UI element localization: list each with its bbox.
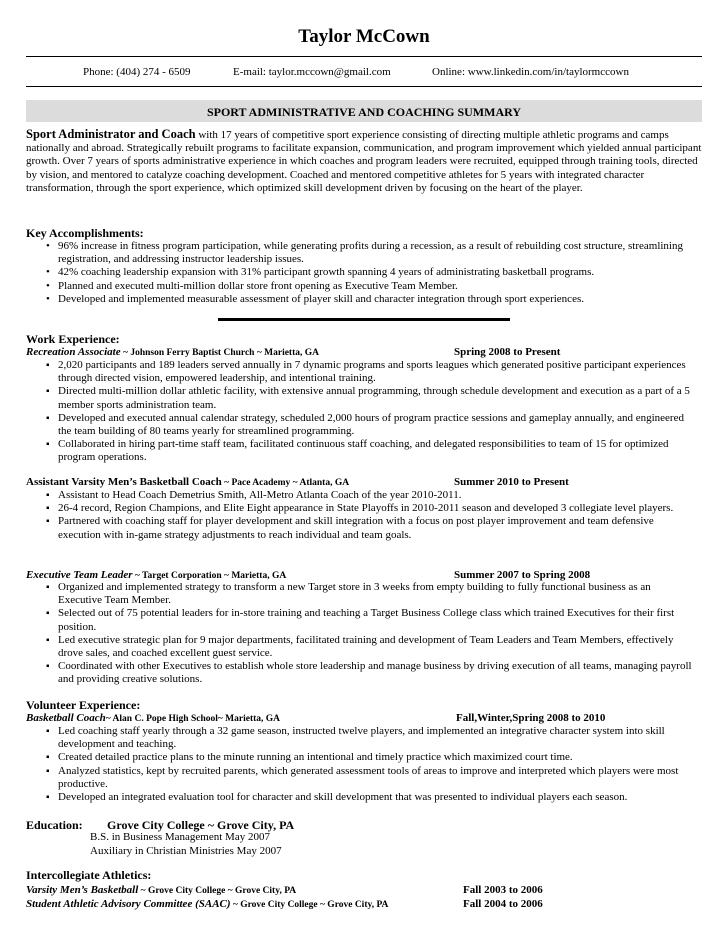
list-item: • 96% increase in fitness program participation, while generating profits during a recession, as a result of rebuilding cost structure, streamlining registration, and addressing instructor leadership issues. <box>46 240 696 266</box>
email[interactable]: E-mail: taylor.mccown@gmail.com <box>233 66 391 78</box>
list-item: ▪ Developed an integrated evaluation tool for character and skill development that was presented to individual players each season. <box>46 791 696 804</box>
athletics-item <box>26 884 296 896</box>
section-divider <box>218 318 510 321</box>
job-bullets <box>46 359 696 465</box>
education-school: Grove City College ~ Grove City, PA <box>107 818 295 832</box>
education-auxiliary: Auxiliary in Christian Ministries May 2007 <box>90 845 282 857</box>
accomplishments-heading: Key Accomplishments: <box>26 226 144 240</box>
summary-title: SPORT ADMINISTRATIVE AND COACHING SUMMARY <box>206 105 522 119</box>
list-item: ▪ Coordinated with other Executives to establish whole store leadership and manage business by driving execution of all teams, managing payroll and providing creative solutions. <box>46 660 696 686</box>
athletics-org: ~ Grove City College ~ Grove City, PA <box>230 900 389 910</box>
work-heading: Work Experience: <box>26 332 120 346</box>
list-item: ▪ Partnered with coaching staff for player development and skill integration with a focus on post player improvement and team defensive execution with in-game strategy adjustments to reach individual and team goals. <box>46 515 696 541</box>
list-item: ▪ Organized and implemented strategy to transform a new Target store in 3 weeks from empty building to fully functional business as an Executive Team Member. <box>46 581 696 607</box>
volunteer-title: Basketball Coach <box>26 712 106 724</box>
list-item: ▪ Created detailed practice plans to the minute running an intentional and timely practice which maximized court time. <box>46 751 696 764</box>
list-item: ▪ Led executive strategic plan for 9 major departments, facilitated training and development of Team Leaders and Team Members, effectively drove sales, and coached excellent guest service. <box>46 634 696 660</box>
list-item: • 42% coaching leadership expansion with 31% participant growth spanning 4 years of administrating basketball programs. <box>46 266 696 279</box>
job-dates: Summer 2010 to Present <box>454 476 569 488</box>
list-item: ▪ Developed and executed annual calendar strategy, scheduled 2,000 hours of program practice sessions and gameplay annually, and engineered the team building of 80 teams yearly for streamlined programming. <box>46 412 696 438</box>
job-org: ~ Johnson Ferry Baptist Church ~ Marietta, GA <box>120 348 320 358</box>
list-item: • Planned and executed multi-million dollar store front opening as Executive Team Member. <box>46 280 696 293</box>
summary-text: with 17 years of competitive sport experience consisting of directing multiple athletic programs and camps nationally and abroad. Strategically rebuilt programs to facilitate expansion, communication, and program improvement which yielded annual participant growth. Over 7 years of sports administrative experience in which coaches and program leaders were recruited, equipped through training tools, directed by vision, and mentored to catalyze coaching development. Coached and mentored competitive athletes for 5 years with integrated character transformation, through the sport experience, which optimized skill development driven by focusing on the heart of the player. <box>26 129 702 194</box>
candidate-name: Taylor McCown <box>298 26 430 47</box>
header-rule-top <box>26 56 702 57</box>
athletics-heading: Intercollegiate Athletics: <box>26 868 152 882</box>
list-item: ▪ Led coaching staff yearly through a 32 game season, instructed twelve players, and implemented an integrative character system into skill development and teaching. <box>46 725 696 751</box>
list-item: ▪ 2,020 participants and 189 leaders served annually in 7 dynamic programs and sports leagues which generated positive participant experiences through directed vision, empowered leadership, and intentional training. <box>46 359 696 385</box>
volunteer-bullets <box>46 725 696 804</box>
job-title-line <box>26 476 349 488</box>
job-title-line <box>26 346 319 358</box>
volunteer-dates: Fall,Winter,Spring 2008 to 2010 <box>456 712 606 724</box>
list-item: ▪ Collaborated in hiring part-time staff team, facilitated continuous staff coaching, and delegated responsibilities to team of 15 for optimized program operations. <box>46 438 696 464</box>
job-title: Assistant Varsity Men’s Basketball Coach <box>26 476 222 488</box>
volunteer-title-line <box>26 712 280 724</box>
athletics-org: ~ Grove City College ~ Grove City, PA <box>138 886 297 896</box>
job-org: ~ Target Corporation ~ Marietta, GA <box>132 571 287 581</box>
job-title: Recreation Associate <box>26 346 121 358</box>
list-item: ▪ Directed multi-million dollar athletic facility, with extensive annual programming, through schedule development and execution as a part of a 5 member sports administration team. <box>46 385 696 411</box>
summary-paragraph <box>26 128 704 195</box>
job-title: Executive Team Leader <box>26 569 133 581</box>
job-bullets <box>46 489 696 542</box>
volunteer-org: ~ Alan C. Pope High School~ Marietta, GA <box>105 714 281 724</box>
athletics-item <box>26 898 388 910</box>
list-item: • Developed and implemented measurable assessment of player skill and character integration through sport experiences. <box>46 293 696 306</box>
summary-lead: Sport Administrator and Coach <box>26 127 196 141</box>
athletics-title: Student Athletic Advisory Committee (SAAC) <box>26 898 231 910</box>
athletics-dates: Fall 2004 to 2006 <box>463 898 543 910</box>
volunteer-heading: Volunteer Experience: <box>26 698 141 712</box>
list-item: ▪ Assistant to Head Coach Demetrius Smith, All-Metro Atlanta Coach of the year 2010-2011. <box>46 489 696 502</box>
header-rule-bottom <box>26 86 702 87</box>
job-dates: Summer 2007 to Spring 2008 <box>454 569 591 581</box>
job-bullets <box>46 581 696 687</box>
job-title-line <box>26 569 286 581</box>
list-item: ▪ 26-4 record, Region Champions, and Elite Eight appearance in State Playoffs in 2010-2011 season and developed 3 collegiate level players. <box>46 502 696 515</box>
online-profile[interactable]: Online: www.linkedin.com/in/taylormccown <box>432 66 629 78</box>
list-item: ▪ Selected out of 75 potential leaders for in-store training and teaching a Target Business College class which trained Executives for their first position. <box>46 607 696 633</box>
accomplishments-list <box>46 240 696 306</box>
education-degree: B.S. in Business Management May 2007 <box>90 831 270 843</box>
phone: Phone: (404) 274 - 6509 <box>83 66 191 78</box>
job-org: ~ Pace Academy ~ Atlanta, GA <box>221 478 350 488</box>
list-item: ▪ Analyzed statistics, kept by recruited parents, which generated assessment tools of areas to improve and interpreted which players were most productive. <box>46 765 696 791</box>
job-dates: Spring 2008 to Present <box>454 346 561 358</box>
athletics-dates: Fall 2003 to 2006 <box>463 884 543 896</box>
education-heading: Education: <box>26 818 83 832</box>
athletics-title: Varsity Men’s Basketball <box>26 884 139 896</box>
